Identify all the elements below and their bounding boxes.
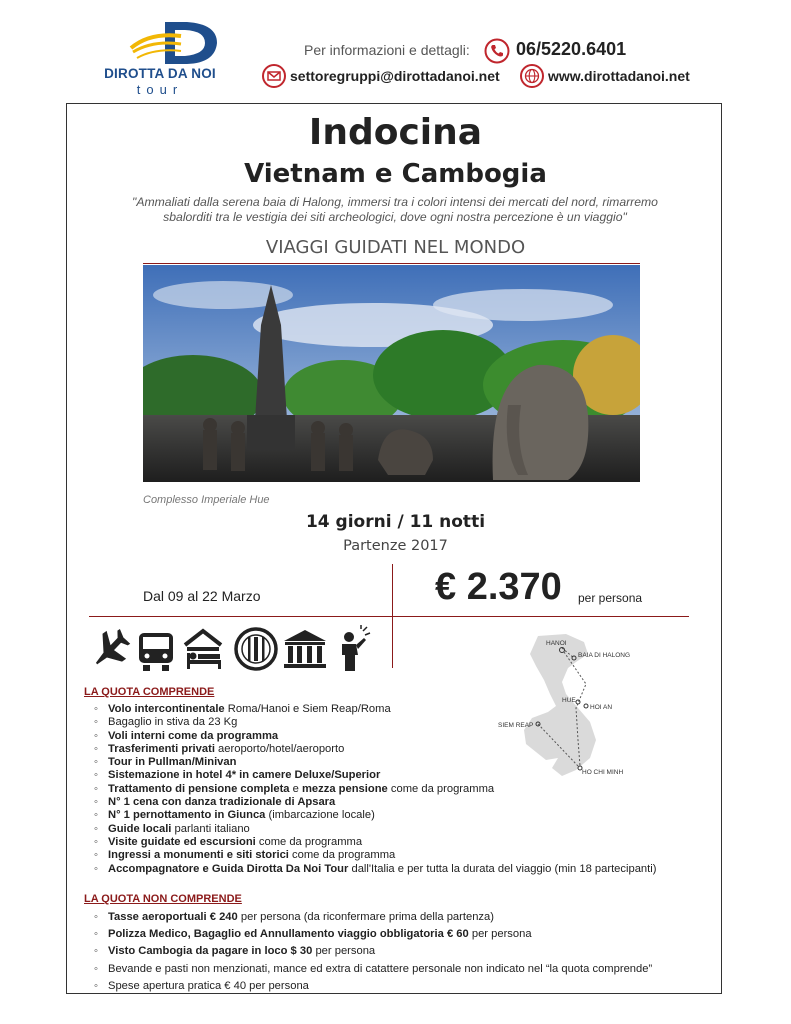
list-item: ◦ Accompagnatore e Guida Dirotta Da Noi Tour dall'Italia e per tutta la durata del viaggio (min 18 partecipanti) [84,863,656,876]
list-item: ◦ Visite guidate ed escursioni come da programma [84,836,656,849]
quote-line-1: "Ammaliati dalla serena baia di Halong, immersi tra i colori intensi dei mercati del nord, rimarremo [132,195,658,209]
list-item: ◦ N° 1 pernottamento in Giunca (imbarcazione locale) [84,809,656,822]
page-subtitle: Vietnam e Cambogia [244,159,547,189]
excluded-heading: LA QUOTA NON COMPRENDE [84,893,242,905]
list-item: ◦ N° 1 cena con danza tradizionale di Apsara [84,796,656,809]
excluded-list [84,909,652,995]
map-label-halong: BAIA DI HALONG [578,652,631,659]
company-logo [95,18,225,100]
list-item: ◦ Tasse aeroportuali € 240 per persona (da riconfermare prima della partenza) [84,909,652,926]
info-label: Per informazioni e dettagli: [304,42,470,58]
logo-name: DIROTTA DA NOI [104,66,216,81]
logo-subtitle: tour [136,82,184,97]
hotel-bed-icon [185,631,221,669]
email-icon [262,64,286,93]
phone-icon [484,38,510,69]
monument-icon [284,630,326,668]
map-label-hoian: HOI AN [590,704,613,711]
photo-caption: Complesso Imperiale Hue [143,494,270,506]
meal-icon [236,629,276,669]
hero-photo [143,265,640,482]
website-link[interactable]: www.dirottadanoi.net [548,68,690,84]
list-item: ◦ Ingressi a monumenti e siti storici come da programma [84,849,656,862]
trip-duration: 14 giorni / 11 notti [305,512,486,532]
list-item: ◦ Bagaglio in stiva da 23 Kg [84,716,656,729]
price-divider [89,616,689,617]
plane-icon [87,625,136,673]
email-link[interactable]: settoregruppi@dirottadanoi.net [290,68,500,84]
trip-price: € 2.370 [435,566,562,608]
bus-icon [139,633,173,671]
list-item: ◦ Trasferimenti privati aeroporto/hotel/aeroporto [84,743,656,756]
map-label-hue: HUE [562,697,576,704]
map-label-hochiminh: HO CHI MINH [582,769,624,776]
list-item: ◦ Volo intercontinentale Roma/Hanoi e Siem Reap/Roma [84,703,656,716]
included-heading: LA QUOTA COMPRENDE [84,686,215,698]
logo-mark-icon [95,18,225,68]
phone-number[interactable]: 06/5220.6401 [516,39,627,59]
contact-block [262,36,762,96]
list-item: ◦ Sistemazione in hotel 4* in camere Deluxe/Superior [84,769,656,782]
quote-line-2: sbalorditi tra le vestigia dei siti archeologici, dove ogni nostra percezione è un viaggio" [163,210,627,224]
list-item: ◦ Spese apertura pratica € 40 per persona [84,978,652,995]
list-item: ◦ Trattamento di pensione completa e mezza pensione come da programma [84,783,656,796]
trip-dates: Dal 09 al 22 Marzo [143,588,261,604]
list-item: ◦ Voli interni come da programma [84,730,656,743]
divider [143,263,640,264]
intro-quote [90,195,700,225]
service-icons [87,625,372,673]
series-label: VIAGGI GUIDATI NEL MONDO [265,237,526,258]
list-item: ◦ Tour in Pullman/Minivan [84,756,656,769]
guide-icon [342,625,370,671]
departures-label: Partenze 2017 [343,538,448,554]
globe-icon [520,64,544,93]
included-list [84,703,656,876]
price-unit: per persona [578,591,643,605]
list-item: ◦ Guide locali parlanti italiano [84,823,656,836]
list-item: ◦ Visto Cambogia da pagare in loco $ 30 per persona [84,943,652,960]
list-item: ◦ Polizza Medico, Bagaglio ed Annullamento viaggio obbligatoria € 60 per persona [84,926,652,943]
list-item: ◦ Bevande e pasti non menzionati, mance ed extra di catattere personale non indicato nel “la quota comprende” [84,961,652,978]
map-label-siemreap: SIEM REAP [498,722,534,729]
page-title: Indocina [308,112,483,153]
map-label-hanoi: HANOI [546,640,567,647]
